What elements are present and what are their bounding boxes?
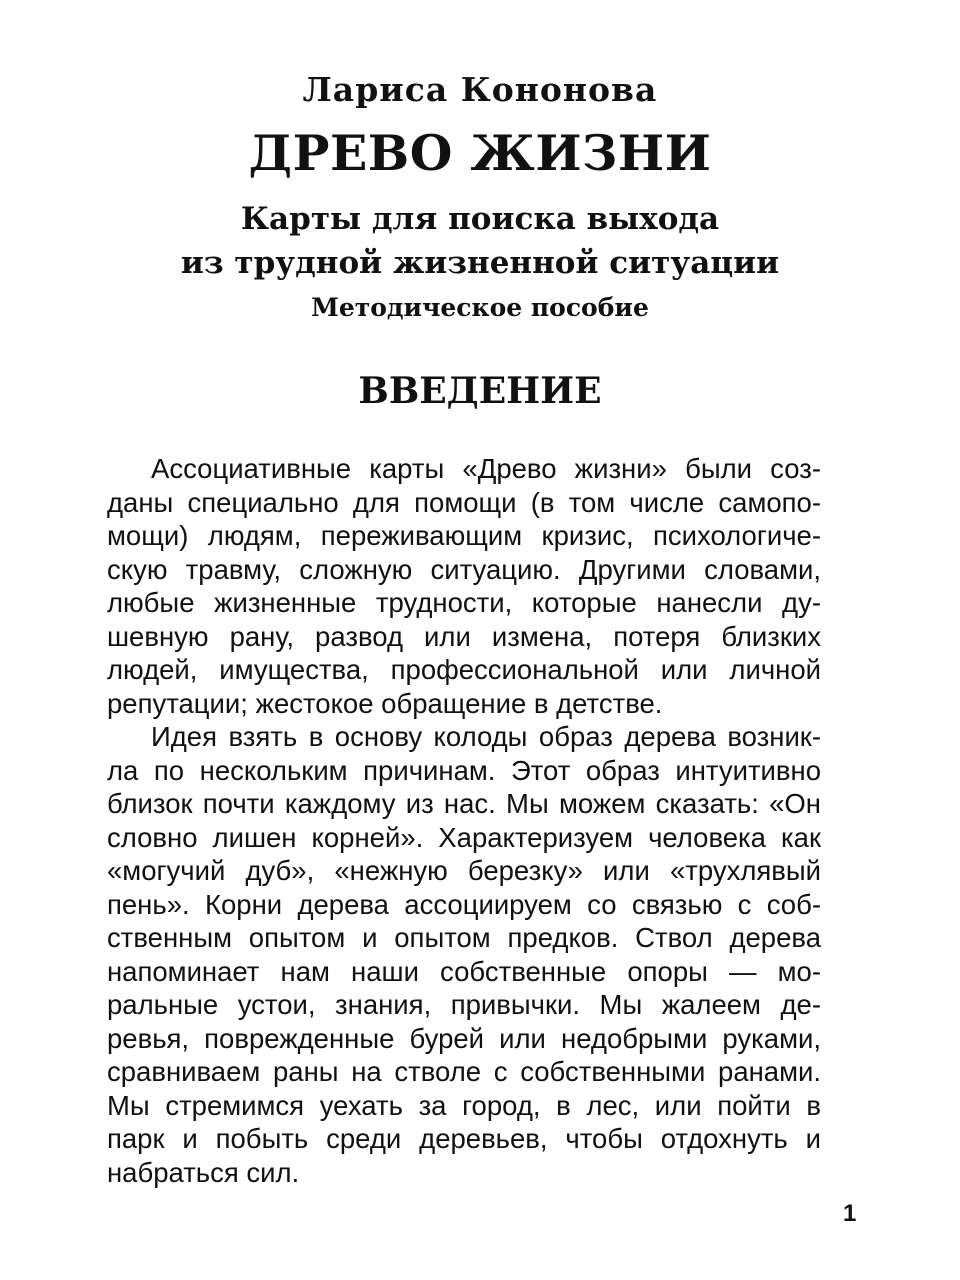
- text-line: Мы стремимся уехать за город, в лес, или пойти в: [107, 1089, 821, 1121]
- text-line: ственным опытом и опытом предков. Ствол дерева: [107, 922, 821, 953]
- text-line: ла по нескольким причинам. Этот образ интуитивно: [107, 754, 821, 786]
- text-line: даны специально для помощи (в том числе самопо-: [107, 486, 821, 518]
- author-name: Лариса Кононова: [302, 70, 658, 109]
- text-line: мощи) людям, переживающим кризис, психологиче-: [107, 520, 821, 551]
- book-title: ДРЕВО ЖИЗНИ: [248, 124, 712, 182]
- text-line: близок почти каждому из нас. Мы можем сказать: «Он: [107, 788, 821, 819]
- section-title: ВВЕДЕНИЕ: [358, 370, 602, 412]
- text-line: сравниваем раны на стволе с собственными ранами.: [107, 1056, 821, 1087]
- text-line: ревья, поврежденные бурей или недобрыми руками,: [107, 1022, 821, 1054]
- text-line: любые жизненные трудности, которые нанесли ду-: [107, 587, 821, 618]
- text-line: скую травму, сложную ситуацию. Другими словами,: [107, 553, 821, 585]
- text-line: словно лишен корней». Характеризуем человека как: [107, 821, 821, 853]
- paragraph: [107, 720, 821, 1189]
- page-number: 1: [843, 1200, 857, 1227]
- subtitle-line: Карты для поиска выхода: [240, 201, 720, 237]
- body-text: [107, 452, 821, 1189]
- book-subtitle: [0, 197, 960, 285]
- text-line: набраться сил.: [107, 1156, 300, 1188]
- text-line: пень». Корни дерева ассоциируем со связью с соб-: [107, 888, 821, 920]
- text-line: Ассоциативные карты «Древо жизни» были соз-: [151, 453, 821, 484]
- subtitle-line: из трудной жизненной ситуации: [180, 245, 780, 281]
- genre-label: Методическое пособие: [311, 293, 649, 322]
- text-line: напоминает нам наши собственные опоры — мо-: [107, 955, 821, 987]
- text-line: парк и побыть среди деревьев, чтобы отдохнуть и: [107, 1123, 821, 1154]
- text-line: Идея взять в основу колоды образ дерева возник-: [151, 721, 821, 752]
- text-line: ральные устои, знания, привычки. Мы жалеем де-: [107, 989, 821, 1020]
- text-line: репутации; жестокое обращение в детстве.: [107, 687, 663, 719]
- text-line: «могучий дуб», «нежную березку» или «трухлявый: [107, 855, 821, 886]
- text-line: людей, имущества, профессиональной или личной: [107, 654, 821, 685]
- paragraph: [107, 452, 821, 720]
- text-line: шевную рану, развод или измена, потеря близких: [107, 620, 821, 652]
